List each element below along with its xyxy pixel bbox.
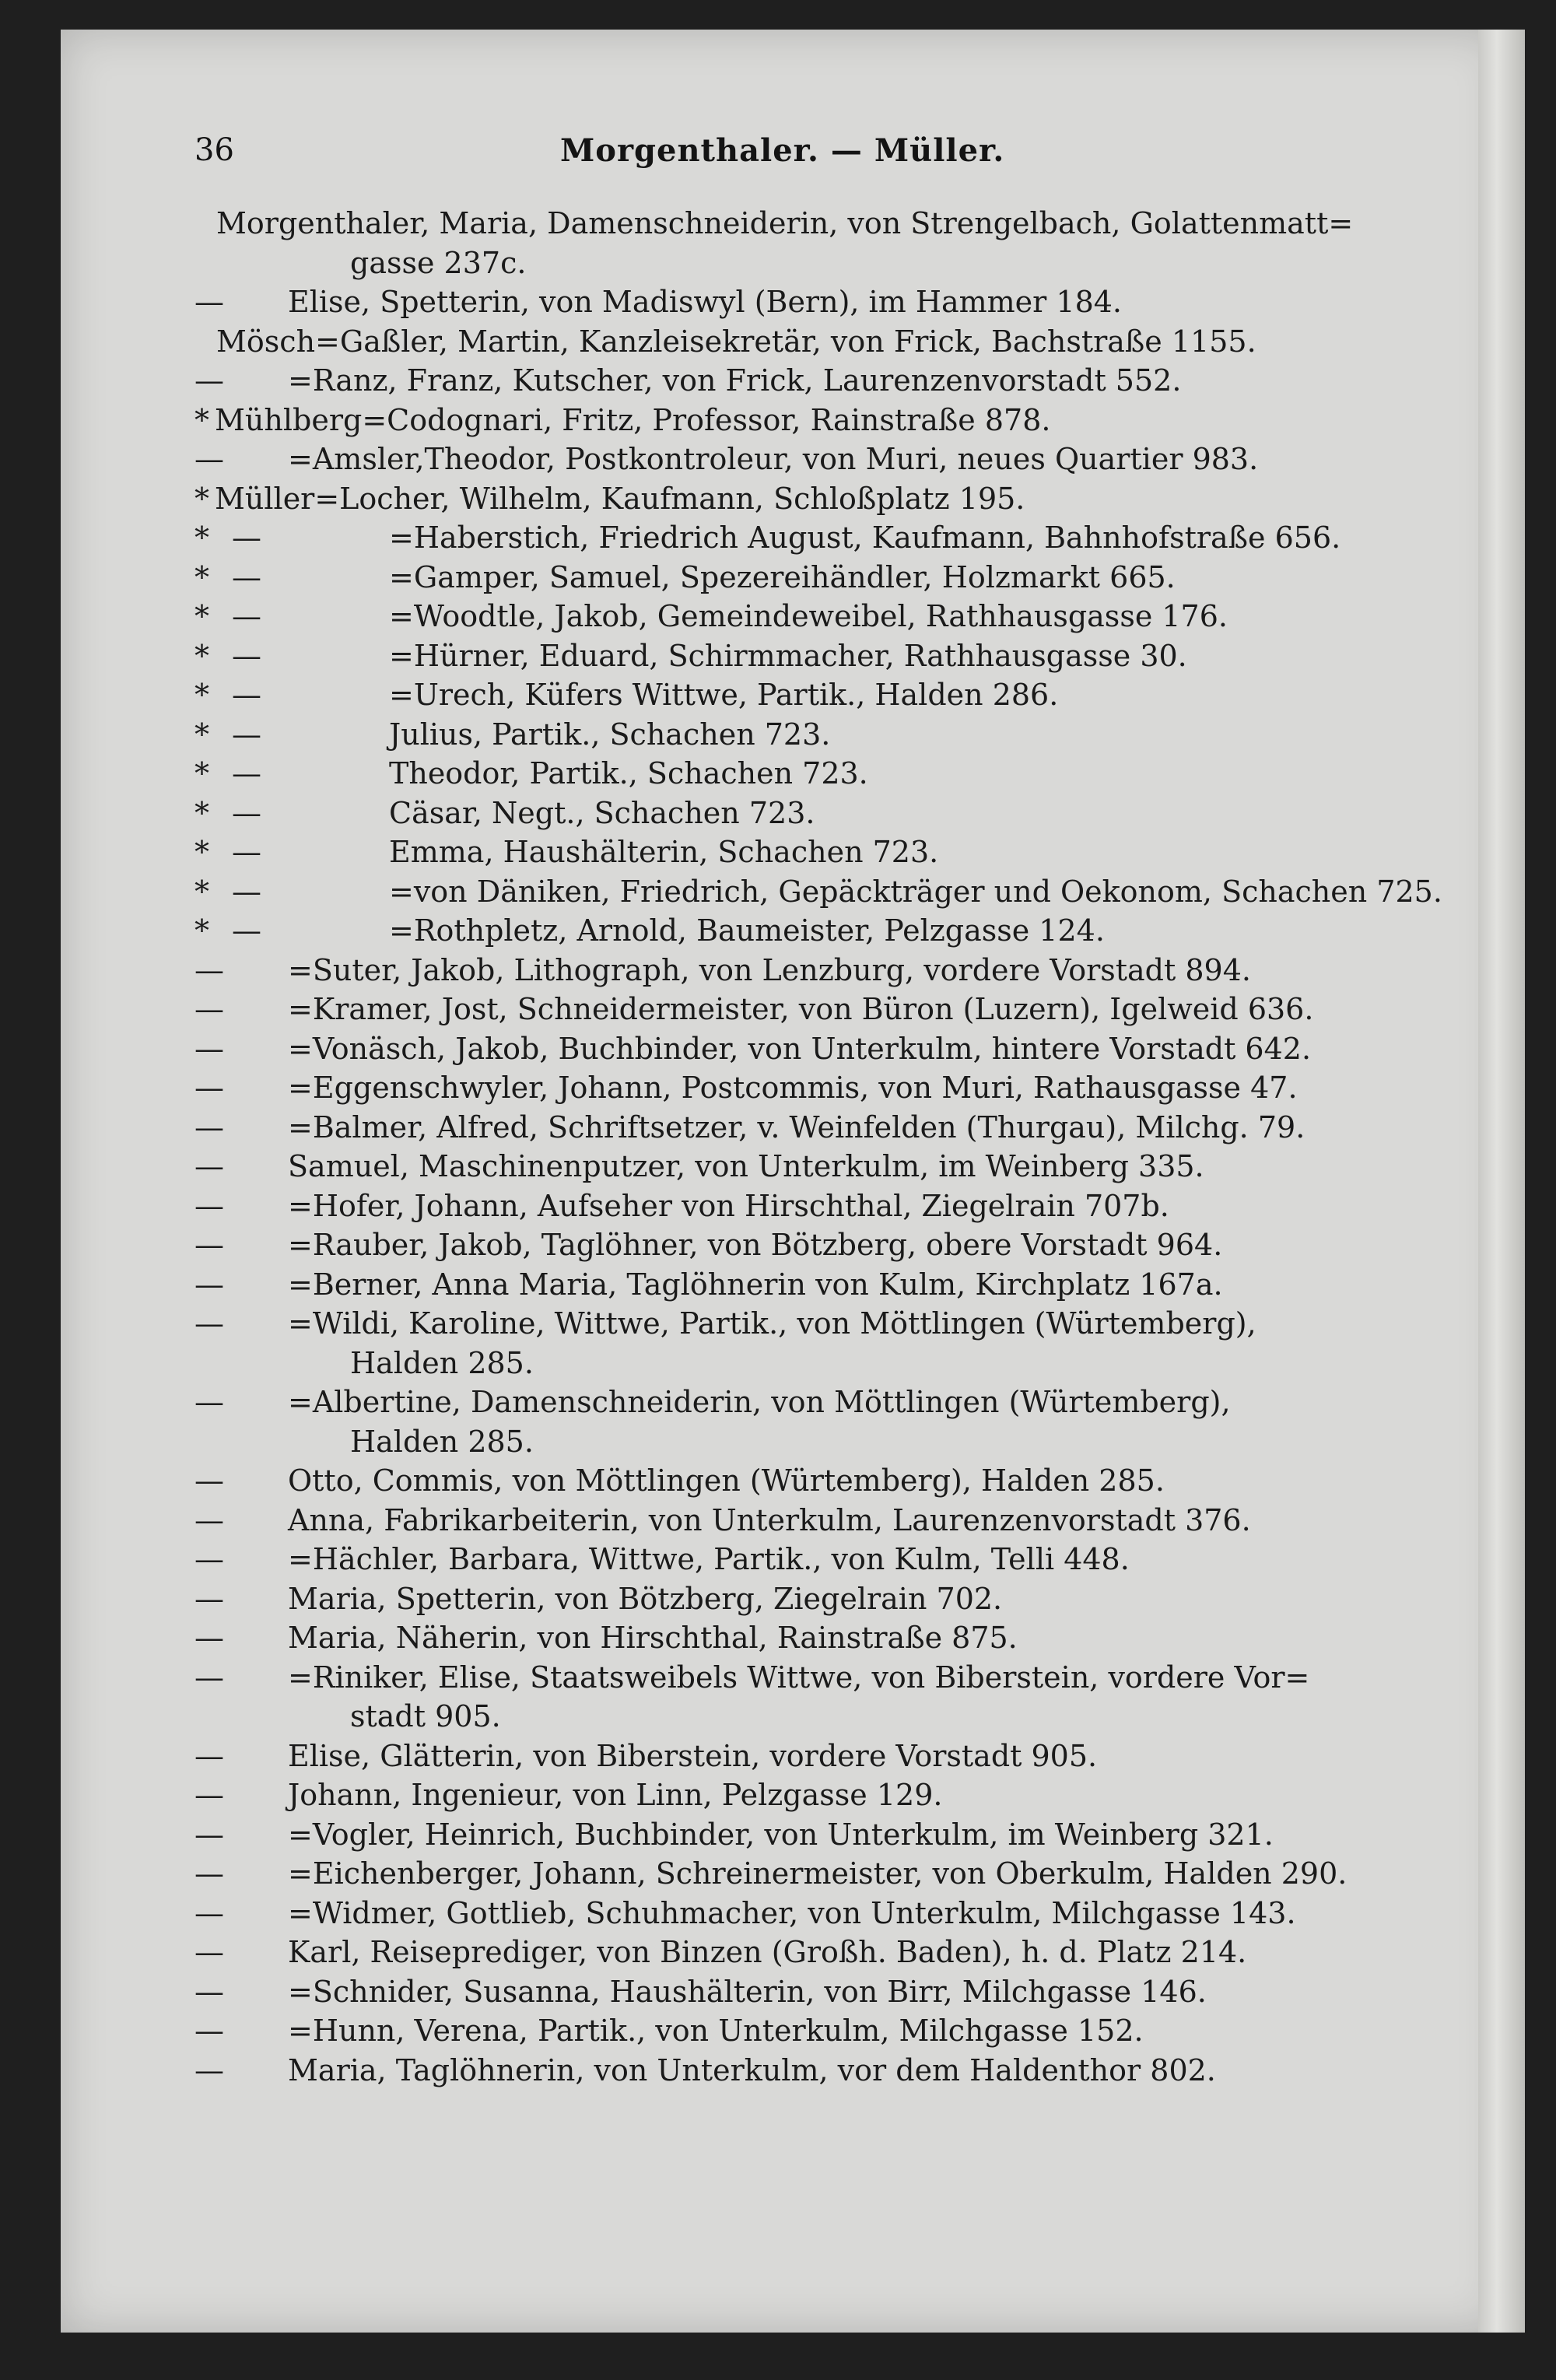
entry-star-marker: * xyxy=(194,795,209,830)
entry-text: Johann, Ingenieur, von Linn, Pelzgasse 129. xyxy=(288,1778,943,1812)
entry-repeat-dash: — xyxy=(194,1817,224,1852)
entry-line xyxy=(194,518,1408,558)
directory-entry xyxy=(194,715,1408,755)
entry-line xyxy=(194,401,1408,440)
entry-line xyxy=(194,911,1408,951)
entry-repeat-dash: — xyxy=(194,1385,224,1419)
entry-repeat-dash: — xyxy=(194,992,224,1026)
entry-star-marker: * xyxy=(194,559,209,594)
entry-text: =Eichenberger, Johann, Schreinermeister, von Oberkulm, Halden 290. xyxy=(288,1856,1347,1891)
directory-entry xyxy=(194,754,1408,794)
entry-repeat-dash: — xyxy=(232,599,261,633)
entry-text: =von Däniken, Friedrich, Gepäckträger und Oekonom, Schachen 725. xyxy=(389,874,1442,909)
entry-line xyxy=(194,361,1408,401)
entry-repeat-dash: — xyxy=(194,1267,224,1302)
directory-entry xyxy=(194,558,1408,598)
entry-text: Maria, Taglöhnerin, von Unterkulm, vor dem Haldenthor 802. xyxy=(288,2052,1216,2087)
entry-text: Emma, Haushälterin, Schachen 723. xyxy=(389,835,939,869)
directory-entry xyxy=(194,1108,1408,1148)
entry-line xyxy=(194,1894,1408,1933)
entry-star-marker: * xyxy=(194,481,209,516)
directory-entry xyxy=(194,282,1408,322)
entry-line xyxy=(194,1029,1408,1069)
entry-star-marker: * xyxy=(194,521,209,555)
entry-text: =Woodtle, Jakob, Gemeindeweibel, Rathhausgasse 176. xyxy=(389,599,1228,633)
entry-line xyxy=(194,2011,1408,2051)
entry-line xyxy=(194,1579,1408,1619)
entry-line xyxy=(194,204,1408,244)
entry-text: =Balmer, Alfred, Schriftsetzer, v. Weinfelden (Thurgau), Milchg. 79. xyxy=(288,1109,1305,1144)
entry-text: =Widmer, Gottlieb, Schuhmacher, von Unterkulm, Milchgasse 143. xyxy=(288,1895,1296,1930)
entry-repeat-dash: — xyxy=(194,1109,224,1144)
entry-line xyxy=(194,1618,1408,1658)
entry-repeat-dash: — xyxy=(232,913,261,948)
entry-line xyxy=(194,1933,1408,1972)
entry-text: =Albertine, Damenschneiderin, von Möttlingen (Würtemberg), xyxy=(288,1385,1231,1419)
entry-line xyxy=(194,1737,1408,1776)
directory-entry xyxy=(194,1933,1408,1972)
page-header xyxy=(194,132,1377,176)
entry-text: Julius, Partik., Schachen 723. xyxy=(389,717,831,752)
entry-continuation-line xyxy=(194,244,1408,283)
entry-line xyxy=(194,1068,1408,1108)
entry-line xyxy=(194,1304,1408,1344)
directory-entry xyxy=(194,1383,1408,1461)
directory-entry xyxy=(194,440,1408,479)
directory-entry xyxy=(194,636,1408,676)
entry-repeat-dash: — xyxy=(232,874,261,909)
entry-repeat-dash: — xyxy=(232,559,261,594)
entry-line xyxy=(194,1186,1408,1226)
page-number: 36 xyxy=(194,132,234,168)
entry-text: Maria, Spetterin, von Bötzberg, Ziegelrain 702. xyxy=(288,1581,1003,1616)
entry-line xyxy=(194,1854,1408,1894)
directory-entry xyxy=(194,1775,1408,1815)
entry-text: =Suter, Jakob, Lithograph, von Lenzburg, vordere Vorstadt 894. xyxy=(288,952,1251,987)
entry-line xyxy=(194,1147,1408,1186)
directory-entry xyxy=(194,1658,1408,1737)
entry-line xyxy=(194,872,1442,912)
entry-text: =Rothpletz, Arnold, Baumeister, Pelzgasse 124. xyxy=(389,913,1105,948)
entry-repeat-dash: — xyxy=(194,1188,224,1223)
entry-continuation-line xyxy=(194,1697,1408,1737)
entry-repeat-dash: — xyxy=(194,1228,224,1262)
entry-repeat-dash: — xyxy=(194,1149,224,1183)
entry-line xyxy=(194,1501,1408,1541)
entry-continuation-line xyxy=(194,1344,1408,1383)
running-head: Morgenthaler. — Müller. xyxy=(560,132,1005,169)
entry-text: Elise, Glätterin, von Biberstein, vordere Vorstadt 905. xyxy=(288,1738,1098,1773)
directory-entry xyxy=(194,479,1408,519)
entry-line xyxy=(194,322,1408,362)
entry-line xyxy=(194,1775,1408,1815)
entry-text: Halden 285. xyxy=(350,1424,534,1459)
directory-entry xyxy=(194,1029,1408,1069)
entry-text: Theodor, Partik., Schachen 723. xyxy=(389,756,868,790)
entry-star-marker: * xyxy=(194,599,209,633)
entry-text: =Rauber, Jakob, Taglöhner, von Bötzberg, obere Vorstadt 964. xyxy=(288,1228,1223,1262)
directory-entry xyxy=(194,322,1408,362)
directory-entry xyxy=(194,401,1408,440)
directory-entry xyxy=(194,204,1408,282)
directory-entry xyxy=(194,361,1408,401)
entry-text: Elise, Spetterin, von Madiswyl (Bern), im Hammer 184. xyxy=(288,285,1123,319)
entry-text: stadt 905. xyxy=(350,1699,501,1733)
entry-line xyxy=(194,675,1408,715)
directory-entry xyxy=(194,1815,1408,1855)
entry-text: Mühlberg=Codognari, Fritz, Professor, Rainstraße 878. xyxy=(215,402,1051,437)
entry-line xyxy=(194,636,1408,676)
entry-repeat-dash: — xyxy=(232,521,261,555)
entry-text: Mösch=Gaßler, Martin, Kanzleisekretär, von Frick, Bachstraße 1155. xyxy=(216,324,1256,359)
entry-repeat-dash: — xyxy=(194,1463,224,1498)
entry-line xyxy=(194,794,1408,833)
directory-entry xyxy=(194,2051,1408,2091)
entry-text: =Vonäsch, Jakob, Buchbinder, von Unterkulm, hintere Vorstadt 642. xyxy=(288,1031,1312,1066)
entry-text: =Kramer, Jost, Schneidermeister, von Büron (Luzern), Igelweid 636. xyxy=(288,992,1314,1026)
entry-repeat-dash: — xyxy=(194,2052,224,2087)
entry-text: =Schnider, Susanna, Haushälterin, von Birr, Milchgasse 146. xyxy=(288,1974,1207,2009)
entry-text: Müller=Locher, Wilhelm, Kaufmann, Schloßplatz 195. xyxy=(215,481,1025,516)
entry-repeat-dash: — xyxy=(194,1542,224,1576)
entry-line xyxy=(194,951,1408,990)
directory-entry xyxy=(194,518,1408,558)
directory-entry xyxy=(194,1068,1408,1108)
directory-entry xyxy=(194,1265,1408,1305)
entry-repeat-dash: — xyxy=(232,756,261,790)
entry-text: Halden 285. xyxy=(350,1345,534,1380)
entry-repeat-dash: — xyxy=(194,1856,224,1891)
entry-line xyxy=(194,1461,1408,1501)
directory-entry xyxy=(194,832,1408,872)
entry-star-marker: * xyxy=(194,678,209,712)
directory-entry xyxy=(194,675,1408,715)
entry-text: =Ranz, Franz, Kutscher, von Frick, Laurenzenvorstadt 552. xyxy=(288,363,1182,398)
entry-text: =Haberstich, Friedrich August, Kaufmann, Bahnhofstraße 656. xyxy=(389,521,1341,555)
directory-entry xyxy=(194,1225,1408,1265)
entry-star-marker: * xyxy=(194,402,209,437)
entry-repeat-dash: — xyxy=(194,1306,224,1341)
entry-text: Samuel, Maschinenputzer, von Unterkulm, im Weinberg 335. xyxy=(288,1149,1204,1183)
entry-text: =Wildi, Karoline, Wittwe, Partik., von Möttlingen (Würtemberg), xyxy=(288,1306,1256,1341)
entry-repeat-dash: — xyxy=(232,717,261,752)
entry-repeat-dash: — xyxy=(194,1778,224,1812)
entry-repeat-dash: — xyxy=(232,795,261,830)
directory-entry xyxy=(194,1618,1408,1658)
entry-line xyxy=(194,715,1408,755)
entry-line xyxy=(194,1108,1408,1148)
entry-text: =Eggenschwyler, Johann, Postcommis, von Muri, Rathausgasse 47. xyxy=(288,1071,1298,1105)
entry-repeat-dash: — xyxy=(194,442,224,476)
entry-line xyxy=(194,990,1408,1029)
entry-repeat-dash: — xyxy=(232,835,261,869)
entry-repeat-dash: — xyxy=(194,1031,224,1066)
entry-text: Morgenthaler, Maria, Damenschneiderin, von Strengelbach, Golattenmatt= xyxy=(216,206,1354,240)
entry-text: gasse 237c. xyxy=(350,245,527,280)
entry-text: Maria, Näherin, von Hirschthal, Rainstraße 875. xyxy=(288,1621,1018,1655)
entry-line xyxy=(194,558,1408,598)
entry-text: Karl, Reiseprediger, von Binzen (Großh. Baden), h. d. Platz 214. xyxy=(288,1935,1247,1969)
entry-text: Cäsar, Negt., Schachen 723. xyxy=(389,795,815,830)
entry-repeat-dash: — xyxy=(194,285,224,319)
entry-text: =Riniker, Elise, Staatsweibels Wittwe, von Biberstein, vordere Vor= xyxy=(288,1660,1310,1695)
entry-line xyxy=(194,440,1408,479)
directory-entry xyxy=(194,1972,1408,2012)
entry-repeat-dash: — xyxy=(194,1974,224,2009)
directory-entry xyxy=(194,1147,1408,1186)
directory-entry xyxy=(194,794,1408,833)
entry-text: =Hächler, Barbara, Wittwe, Partik., von Kulm, Telli 448. xyxy=(288,1542,1130,1576)
entry-repeat-dash: — xyxy=(194,1660,224,1695)
entry-continuation-line xyxy=(194,1422,1408,1462)
entry-text: =Gamper, Samuel, Spezereihändler, Holzmarkt 665. xyxy=(389,559,1176,594)
entry-repeat-dash: — xyxy=(194,1071,224,1105)
entry-text: =Vogler, Heinrich, Buchbinder, von Unterkulm, im Weinberg 321. xyxy=(288,1817,1274,1852)
entry-repeat-dash: — xyxy=(194,2014,224,2048)
directory-entry xyxy=(194,1737,1408,1776)
entry-text: =Hunn, Verena, Partik., von Unterkulm, Milchgasse 152. xyxy=(288,2014,1144,2048)
entry-repeat-dash: — xyxy=(194,1581,224,1616)
entry-line xyxy=(194,754,1408,794)
entry-line xyxy=(194,1658,1408,1698)
entry-repeat-dash: — xyxy=(194,1895,224,1930)
entry-text: =Amsler,Theodor, Postkontroleur, von Muri, neues Quartier 983. xyxy=(288,442,1259,476)
entry-line xyxy=(194,1540,1408,1579)
entry-line xyxy=(194,1972,1408,2012)
entry-line xyxy=(194,1383,1408,1422)
entry-line xyxy=(194,282,1408,322)
entry-line xyxy=(194,1265,1408,1305)
page-edge xyxy=(1478,30,1525,2333)
directory-entry xyxy=(194,1854,1408,1894)
directory-entry xyxy=(194,911,1408,951)
entry-repeat-dash: — xyxy=(194,1502,224,1537)
directory-entry xyxy=(194,990,1408,1029)
entry-line xyxy=(194,597,1408,636)
directory-entries xyxy=(194,204,1442,2090)
entry-star-marker: * xyxy=(194,874,209,909)
directory-entry xyxy=(194,951,1408,990)
entry-line xyxy=(194,832,1408,872)
entry-line xyxy=(194,1815,1408,1855)
entry-repeat-dash: — xyxy=(194,1935,224,1969)
directory-entry xyxy=(194,1894,1408,1933)
entry-text: =Urech, Küfers Wittwe, Partik., Halden 286. xyxy=(389,678,1059,712)
directory-entry xyxy=(194,1461,1408,1501)
entry-repeat-dash: — xyxy=(194,363,224,398)
directory-entry xyxy=(194,872,1442,912)
entry-star-marker: * xyxy=(194,835,209,869)
entry-line xyxy=(194,2051,1408,2091)
entry-star-marker: * xyxy=(194,756,209,790)
entry-repeat-dash: — xyxy=(232,678,261,712)
entry-star-marker: * xyxy=(194,717,209,752)
directory-entry xyxy=(194,1540,1408,1579)
entry-line xyxy=(194,1225,1408,1265)
entry-text: Otto, Commis, von Möttlingen (Würtemberg), Halden 285. xyxy=(288,1463,1165,1498)
entry-repeat-dash: — xyxy=(194,1738,224,1773)
directory-entry xyxy=(194,597,1408,636)
entry-text: =Hofer, Johann, Aufseher von Hirschthal, Ziegelrain 707b. xyxy=(288,1188,1169,1223)
entry-star-marker: * xyxy=(194,913,209,948)
entry-text: Anna, Fabrikarbeiterin, von Unterkulm, Laurenzenvorstadt 376. xyxy=(288,1502,1251,1537)
entry-text: =Berner, Anna Maria, Taglöhnerin von Kulm, Kirchplatz 167a. xyxy=(288,1267,1223,1302)
entry-text: =Hürner, Eduard, Schirmmacher, Rathhausgasse 30. xyxy=(389,638,1187,673)
entry-repeat-dash: — xyxy=(194,952,224,987)
entry-star-marker: * xyxy=(194,638,209,673)
directory-entry xyxy=(194,1304,1408,1383)
directory-entry xyxy=(194,1579,1408,1619)
directory-entry xyxy=(194,1501,1408,1541)
entry-repeat-dash: — xyxy=(232,638,261,673)
directory-entry xyxy=(194,2011,1408,2051)
directory-entry xyxy=(194,1186,1408,1226)
entry-repeat-dash: — xyxy=(194,1621,224,1655)
entry-line xyxy=(194,479,1408,519)
